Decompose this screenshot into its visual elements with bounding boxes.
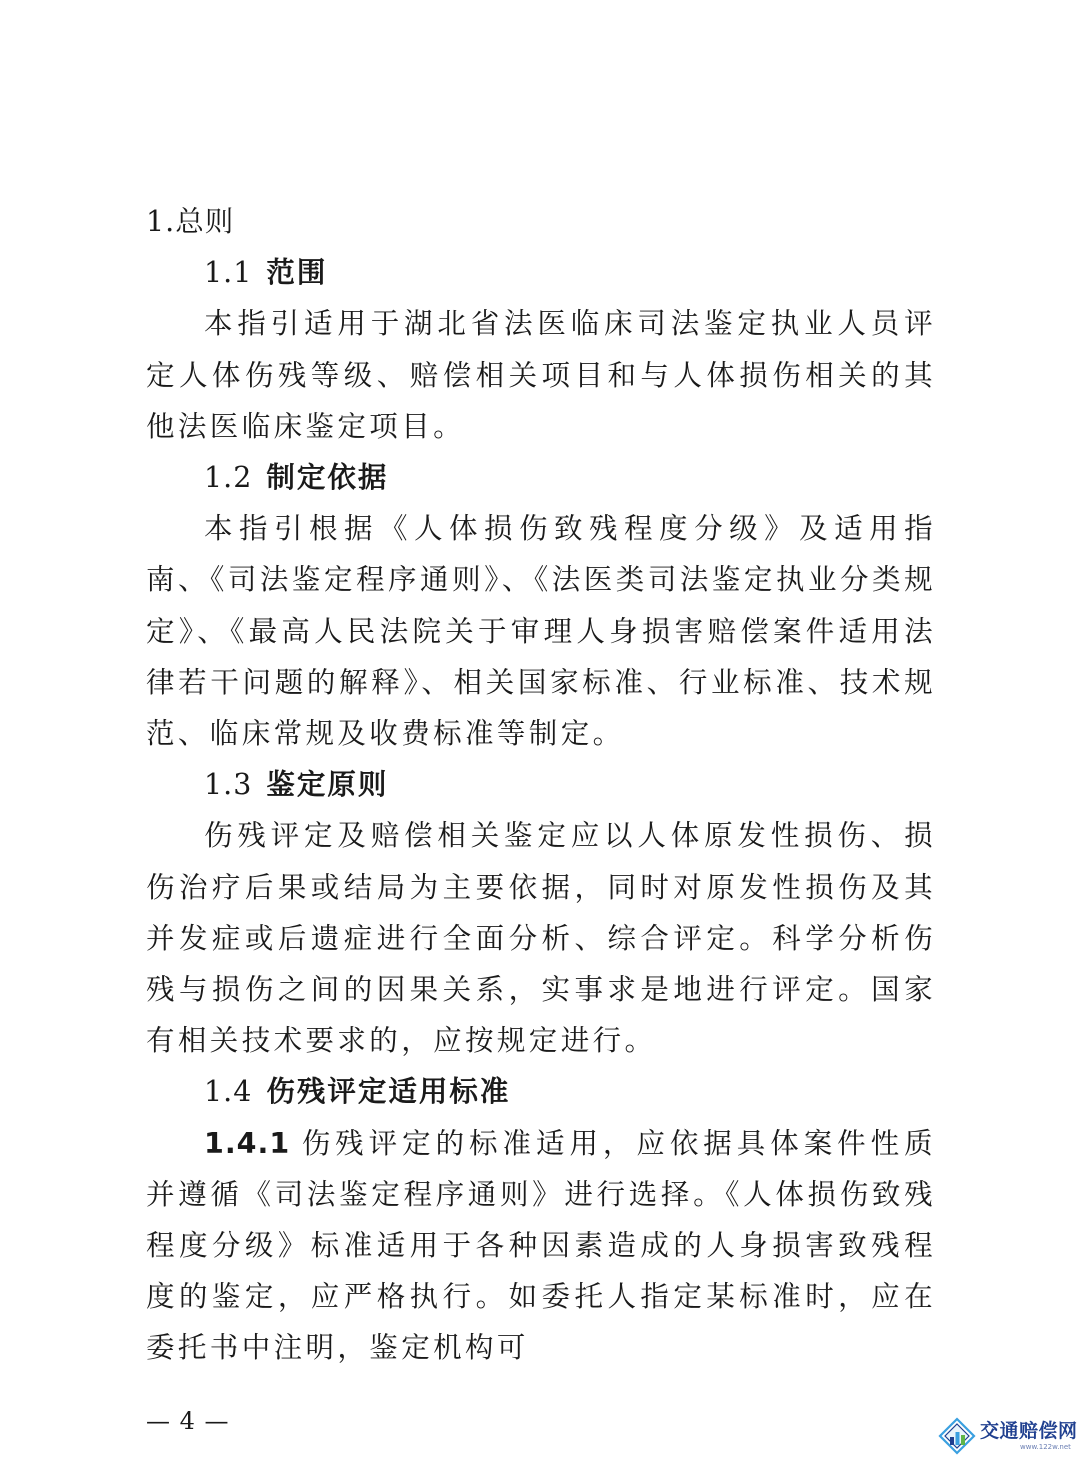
subsection-heading-scope [146,247,936,298]
section-heading-general: 1.总则 [146,205,235,238]
subsection-heading-standards [146,1066,936,1117]
document-body [146,196,936,1374]
site-logo-icon [938,1417,976,1455]
watermark-site-url: www.122w.net [1020,1442,1071,1451]
subsection-title: 范围 [266,256,328,290]
subsection-number: 1.3 [204,768,253,802]
subsection-heading-principles [146,759,936,810]
paragraph-basis: 本指引根据《人体损伤致残程度分级》及适用指南、《司法鉴定程序通则》、《法医类司法鉴定执业分类规定》、《最高人民法院关于审理人身损害赔偿案件适用法律若干问题的解释》、相关国家标准、行业标准、技术规范、临床常规及收费标准等制定。 [146,512,936,751]
clause-text: 伤残评定的标准适用，应依据具体案件性质并遵循《司法鉴定程序通则》进行选择。《人体损伤致残程度分级》标准适用于各种因素造成的人身损害致残程度的鉴定，应严格执行。如委托人指定某标准时，应在委托书中注明，鉴定机构可 [146,1126,936,1365]
site-watermark [938,1414,1078,1458]
subsection-number: 1.1 [204,256,253,290]
clause-number: 1.4.1 [204,1126,291,1160]
subsection-title: 制定依据 [266,461,389,495]
subsection-title: 鉴定原则 [266,768,389,802]
page-number: — 4 — [146,1407,230,1435]
paragraph-standards-1-4-1 [146,1118,936,1374]
watermark-text [980,1419,1078,1451]
subsection-heading-basis [146,452,936,503]
subsection-number: 1.2 [204,461,253,495]
paragraph-principles: 伤残评定及赔偿相关鉴定应以人体原发性损伤、损伤治疗后果或结局为主要依据，同时对原发性损伤及其并发症或后遗症进行全面分析、综合评定。科学分析伤残与损伤之间的因果关系，实事求是地进行评定。国家有相关技术要求的，应按规定进行。 [146,819,936,1058]
paragraph-scope: 本指引适用于湖北省法医临床司法鉴定执业人员评定人体伤残等级、赔偿相关项目和与人体损伤相关的其他法医临床鉴定项目。 [146,307,936,443]
watermark-site-name: 交通赔偿网 [980,1419,1078,1442]
subsection-title: 伤残评定适用标准 [266,1075,511,1109]
subsection-number: 1.4 [204,1075,253,1109]
